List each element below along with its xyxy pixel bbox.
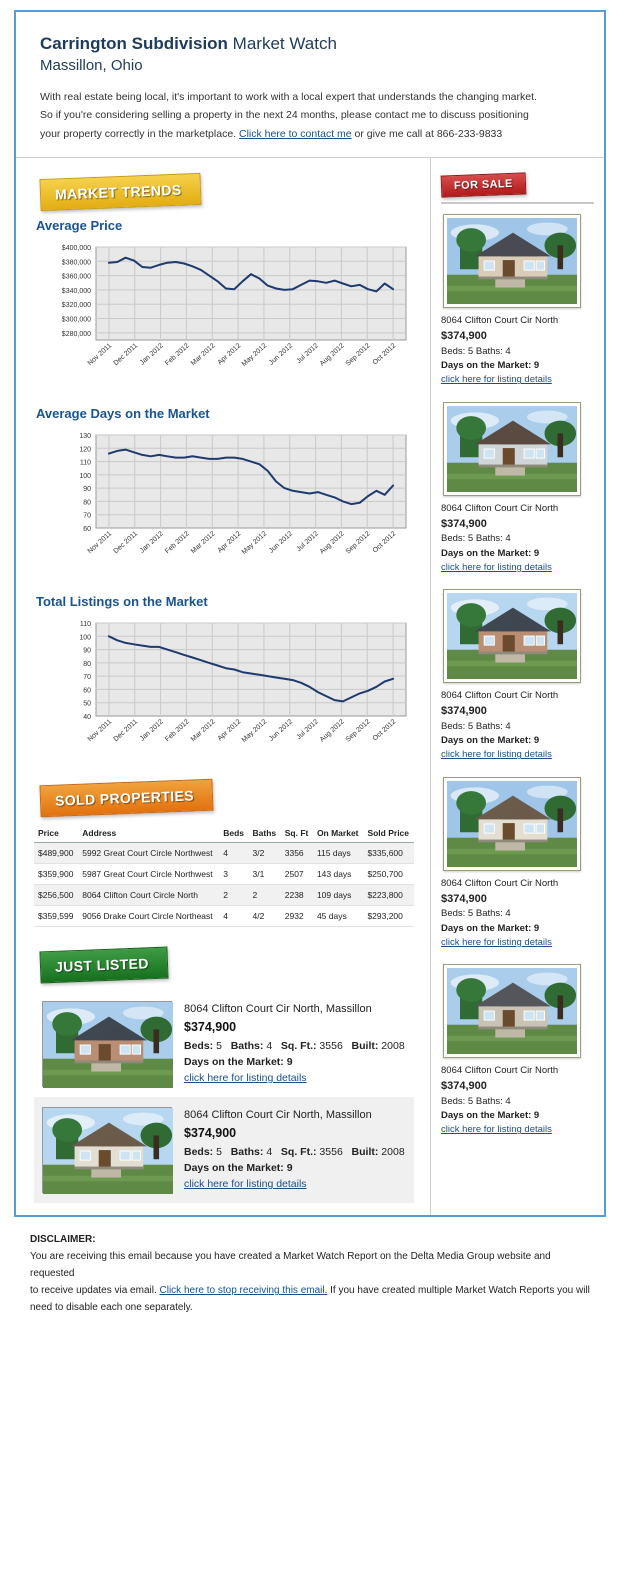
listing-info <box>184 1107 405 1192</box>
table-cell: $256,500 <box>34 885 78 906</box>
just-listed-item <box>34 1097 414 1203</box>
sqft-label: Sq. Ft.: <box>280 1145 317 1158</box>
for-sale-info <box>441 1064 594 1138</box>
svg-text:Feb 2012: Feb 2012 <box>164 342 191 368</box>
just-listed-item <box>34 991 414 1097</box>
for-sale-info <box>441 877 594 951</box>
contact-me-link[interactable]: Click here to contact me <box>239 127 352 140</box>
table-cell: 4 <box>219 843 248 864</box>
table-cell: 143 days <box>313 864 364 885</box>
svg-text:Dec 2011: Dec 2011 <box>112 342 140 368</box>
svg-text:Mar 2012: Mar 2012 <box>189 342 217 368</box>
for-sale-card <box>441 402 594 576</box>
line-chart-svg <box>34 429 414 574</box>
just-listed-banner: JUST LISTED <box>39 947 168 984</box>
listing-specs <box>184 1144 405 1160</box>
beds-value: 5 <box>216 1039 222 1052</box>
for-sale-beds-baths: Beds: 5 Baths: 4 <box>441 908 511 920</box>
title-subdivision: Carrington Subdivision <box>40 34 228 53</box>
table-cell: $359,599 <box>34 906 78 927</box>
for-sale-details-link[interactable]: click here for listing details <box>441 374 552 386</box>
svg-text:May 2012: May 2012 <box>240 718 269 745</box>
svg-text:Aug 2012: Aug 2012 <box>318 718 346 744</box>
svg-text:$360,000: $360,000 <box>61 273 91 281</box>
table-cell: 2932 <box>281 906 313 927</box>
table-cell: 115 days <box>313 843 364 864</box>
svg-text:Sep 2012: Sep 2012 <box>344 718 372 744</box>
baths-label: Baths: <box>230 1039 264 1052</box>
chart-title-average-dom: Average Days on the Market <box>36 406 210 422</box>
for-sale-address: 8064 Clifton Court Cir North <box>441 502 559 514</box>
market-trends-banner-wrap <box>40 176 414 208</box>
table-cell: 2507 <box>281 864 313 885</box>
svg-text:90: 90 <box>83 486 91 494</box>
table-cell: 109 days <box>313 885 364 906</box>
svg-text:Dec 2011: Dec 2011 <box>112 530 140 556</box>
svg-text:100: 100 <box>79 634 91 642</box>
header-intro-text <box>40 88 580 143</box>
table-cell: 4/2 <box>249 906 281 927</box>
just-listed-list <box>34 991 414 1203</box>
listing-details-link[interactable]: click here for listing details <box>184 1178 307 1191</box>
svg-text:Mar 2012: Mar 2012 <box>189 530 217 556</box>
for-sale-card <box>441 777 594 951</box>
listing-price: $374,900 <box>184 1020 237 1035</box>
intro-line-3-post: or give me call at 866-233-9833 <box>351 127 503 140</box>
table-cell: 9056 Drake Court Circle Northeast <box>78 906 219 927</box>
chart-canvas-average-dom <box>34 429 414 574</box>
chart-total-listings <box>34 594 414 762</box>
table-cell: $250,700 <box>363 864 414 885</box>
for-sale-address: 8064 Clifton Court Cir North <box>441 877 559 889</box>
sold-properties-table <box>34 824 414 927</box>
for-sale-address: 8064 Clifton Court Cir North <box>441 315 559 327</box>
sold-col-header: On Market <box>313 824 364 843</box>
svg-text:Jul 2012: Jul 2012 <box>295 718 320 742</box>
disclaimer-line-2-post: If you have created multiple Market Watch Reports you will <box>327 1285 590 1297</box>
for-sale-details-link[interactable]: click here for listing details <box>441 936 552 948</box>
for-sale-banner-wrap <box>441 174 594 204</box>
beds-label: Beds: <box>184 1145 214 1158</box>
for-sale-details-link[interactable]: click here for listing details <box>441 1124 552 1136</box>
svg-text:$300,000: $300,000 <box>61 316 91 324</box>
svg-text:Sep 2012: Sep 2012 <box>344 530 372 556</box>
svg-text:$400,000: $400,000 <box>61 245 91 253</box>
svg-text:Sep 2012: Sep 2012 <box>344 342 372 368</box>
chart-title-total-listings: Total Listings on the Market <box>36 594 208 610</box>
chart-average-price <box>34 218 414 386</box>
table-cell: 3356 <box>281 843 313 864</box>
svg-text:80: 80 <box>83 660 91 668</box>
svg-text:Mar 2012: Mar 2012 <box>189 718 217 744</box>
for-sale-beds-baths: Beds: 5 Baths: 4 <box>441 533 511 545</box>
built-value: 2008 <box>381 1145 405 1158</box>
unsubscribe-link[interactable]: Click here to stop receiving this email. <box>159 1285 328 1297</box>
svg-text:60: 60 <box>83 687 91 695</box>
table-cell: 3/1 <box>249 864 281 885</box>
svg-text:110: 110 <box>79 621 91 629</box>
svg-text:Feb 2012: Feb 2012 <box>164 530 191 556</box>
table-row <box>34 843 414 864</box>
for-sale-price: $374,900 <box>441 1080 487 1093</box>
just-listed-banner-wrap <box>40 949 414 981</box>
for-sale-beds-baths: Beds: 5 Baths: 4 <box>441 720 511 732</box>
listing-photo[interactable] <box>42 1001 172 1087</box>
for-sale-price: $374,900 <box>441 517 487 530</box>
disclaimer <box>14 1217 606 1334</box>
svg-text:80: 80 <box>83 499 91 507</box>
table-header-row <box>34 824 414 843</box>
sold-col-header: Sq. Ft <box>281 824 313 843</box>
listing-photo[interactable] <box>42 1107 172 1193</box>
svg-text:Aug 2012: Aug 2012 <box>318 342 346 368</box>
table-cell: 8064 Clifton Court Circle North <box>78 885 219 906</box>
intro-line-3-pre: your property correctly in the marketplace. <box>40 127 239 140</box>
svg-text:May 2012: May 2012 <box>240 342 269 369</box>
table-cell: $293,200 <box>363 906 414 927</box>
svg-text:Oct 2012: Oct 2012 <box>371 718 398 743</box>
report-header <box>16 12 604 158</box>
for-sale-price: $374,900 <box>441 892 487 905</box>
for-sale-address: 8064 Clifton Court Cir North <box>441 690 559 702</box>
sold-col-header: Baths <box>249 824 281 843</box>
for-sale-photo[interactable] <box>443 777 581 871</box>
table-cell: 4 <box>219 906 248 927</box>
chart-title-average-price: Average Price <box>36 218 123 234</box>
title-rest: Market Watch <box>227 34 337 53</box>
built-label: Built: <box>351 1039 379 1052</box>
table-cell: $359,900 <box>34 864 78 885</box>
for-sale-info <box>441 314 594 388</box>
svg-text:Jul 2012: Jul 2012 <box>295 342 320 366</box>
for-sale-days-on-market: Days on the Market: 9 <box>441 547 540 559</box>
report-frame <box>14 10 606 1217</box>
built-value: 2008 <box>381 1039 405 1052</box>
page-title <box>40 34 580 54</box>
for-sale-info <box>441 689 594 763</box>
svg-text:$280,000: $280,000 <box>61 330 91 338</box>
svg-text:$340,000: $340,000 <box>61 288 91 296</box>
disclaimer-line-2-pre: to receive updates via email. <box>30 1285 160 1297</box>
intro-line-2: So if you're considering selling a property in the next 24 months, please contact me to discuss positioning <box>40 109 529 122</box>
svg-text:Jun 2012: Jun 2012 <box>267 718 295 743</box>
svg-text:Dec 2011: Dec 2011 <box>112 718 140 744</box>
chart-average-dom <box>34 406 414 574</box>
for-sale-price: $374,900 <box>441 330 487 343</box>
table-row <box>34 906 414 927</box>
table-row <box>34 885 414 906</box>
svg-text:Jan 2012: Jan 2012 <box>138 342 165 367</box>
beds-label: Beds: <box>184 1039 214 1052</box>
for-sale-banner: FOR SALE <box>441 173 527 198</box>
for-sale-photo[interactable] <box>443 589 581 683</box>
sold-col-header: Price <box>34 824 78 843</box>
table-cell: 2238 <box>281 885 313 906</box>
table-cell: $335,600 <box>363 843 414 864</box>
for-sale-info <box>441 502 594 576</box>
beds-value: 5 <box>216 1145 222 1158</box>
table-cell: 3 <box>219 864 248 885</box>
svg-text:Nov 2011: Nov 2011 <box>86 530 114 556</box>
svg-text:60: 60 <box>83 526 91 534</box>
sold-table-body <box>34 843 414 927</box>
for-sale-address: 8064 Clifton Court Cir North <box>441 1065 559 1077</box>
table-cell: 2 <box>249 885 281 906</box>
left-column <box>16 158 431 1215</box>
table-cell: $223,800 <box>363 885 414 906</box>
disclaimer-line-1: You are receiving this email because you have created a Market Watch Report on the Delta Media Group website and requested <box>30 1251 551 1280</box>
table-cell: 45 days <box>313 906 364 927</box>
for-sale-details-link[interactable]: click here for listing details <box>441 749 552 761</box>
svg-text:90: 90 <box>83 647 91 655</box>
baths-value: 4 <box>266 1039 273 1052</box>
table-row <box>34 864 414 885</box>
sold-properties-banner-wrap <box>40 782 414 814</box>
built-label: Built: <box>351 1145 379 1158</box>
baths-value: 4 <box>266 1145 273 1158</box>
table-cell: 5987 Great Court Circle Northwest <box>78 864 219 885</box>
table-cell: $489,900 <box>34 843 78 864</box>
svg-text:Jan 2012: Jan 2012 <box>138 718 165 743</box>
listing-address: 8064 Clifton Court Cir North, Massillon <box>184 1003 372 1016</box>
svg-text:Jul 2012: Jul 2012 <box>295 530 320 554</box>
market-trends-banner: MARKET TRENDS <box>39 173 201 211</box>
svg-text:50: 50 <box>83 700 91 708</box>
for-sale-photo[interactable] <box>443 964 581 1058</box>
sold-col-header: Sold Price <box>363 824 414 843</box>
sqft-label: Sq. Ft.: <box>280 1039 317 1052</box>
svg-text:May 2012: May 2012 <box>240 530 269 557</box>
disclaimer-line-2 <box>30 1282 590 1299</box>
for-sale-days-on-market: Days on the Market: 9 <box>441 1110 540 1122</box>
svg-text:Jun 2012: Jun 2012 <box>267 530 295 555</box>
svg-text:Apr 2012: Apr 2012 <box>216 342 243 367</box>
svg-text:Feb 2012: Feb 2012 <box>164 718 191 744</box>
for-sale-photo[interactable] <box>443 214 581 308</box>
svg-text:Nov 2011: Nov 2011 <box>86 718 114 744</box>
chart-canvas-average-price <box>34 241 414 386</box>
svg-text:100: 100 <box>79 472 91 480</box>
listing-info <box>184 1001 405 1086</box>
listing-days-on-market: Days on the Market: 9 <box>184 1161 293 1174</box>
table-cell: 2 <box>219 885 248 906</box>
svg-text:70: 70 <box>83 512 91 520</box>
svg-text:Apr 2012: Apr 2012 <box>216 530 243 555</box>
for-sale-days-on-market: Days on the Market: 9 <box>441 922 540 934</box>
table-cell: 3/2 <box>249 843 281 864</box>
line-chart-svg <box>34 617 414 762</box>
for-sale-details-link[interactable]: click here for listing details <box>441 561 552 573</box>
sqft-value: 3556 <box>319 1039 343 1052</box>
for-sale-list <box>441 214 594 1138</box>
svg-text:$320,000: $320,000 <box>61 302 91 310</box>
for-sale-days-on-market: Days on the Market: 9 <box>441 735 540 747</box>
for-sale-price: $374,900 <box>441 705 487 718</box>
svg-text:Apr 2012: Apr 2012 <box>216 718 243 743</box>
listing-details-link[interactable]: click here for listing details <box>184 1072 307 1085</box>
table-cell: 5992 Great Court Circle Northwest <box>78 843 219 864</box>
intro-line-1: With real estate being local, it's important to work with a local expert that understands the changing market. <box>40 91 537 103</box>
svg-text:Jun 2012: Jun 2012 <box>267 342 295 367</box>
sold-properties-banner: SOLD PROPERTIES <box>39 779 213 818</box>
listing-days-on-market: Days on the Market: 9 <box>184 1055 293 1068</box>
for-sale-beds-baths: Beds: 5 Baths: 4 <box>441 1095 511 1107</box>
for-sale-days-on-market: Days on the Market: 9 <box>441 360 540 372</box>
sqft-value: 3556 <box>319 1145 343 1158</box>
for-sale-photo[interactable] <box>443 402 581 496</box>
chart-canvas-total-listings <box>34 617 414 762</box>
sold-table-head <box>34 824 414 843</box>
disclaimer-title: DISCLAIMER: <box>30 1234 96 1246</box>
svg-text:70: 70 <box>83 674 91 682</box>
sold-col-header: Beds <box>219 824 248 843</box>
report-body <box>16 158 604 1215</box>
svg-text:Aug 2012: Aug 2012 <box>318 530 346 556</box>
line-chart-svg <box>34 241 414 386</box>
for-sale-beds-baths: Beds: 5 Baths: 4 <box>441 345 511 357</box>
for-sale-card <box>441 214 594 388</box>
svg-text:Nov 2011: Nov 2011 <box>86 342 114 368</box>
svg-text:Oct 2012: Oct 2012 <box>371 342 398 367</box>
svg-text:40: 40 <box>83 714 91 722</box>
svg-text:130: 130 <box>79 433 91 441</box>
listing-specs <box>184 1038 405 1054</box>
svg-text:Jan 2012: Jan 2012 <box>138 530 165 555</box>
page-subtitle: Massillon, Ohio <box>40 57 143 74</box>
svg-text:110: 110 <box>79 459 91 467</box>
svg-text:120: 120 <box>79 446 91 454</box>
for-sale-card <box>441 964 594 1138</box>
svg-text:$380,000: $380,000 <box>61 259 91 267</box>
sold-col-header: Address <box>78 824 219 843</box>
right-column <box>431 158 604 1215</box>
svg-text:Oct 2012: Oct 2012 <box>371 530 398 555</box>
baths-label: Baths: <box>230 1145 264 1158</box>
for-sale-card <box>441 589 594 763</box>
disclaimer-line-3: need to disable each one separately. <box>30 1302 193 1314</box>
listing-address: 8064 Clifton Court Cir North, Massillon <box>184 1109 372 1122</box>
listing-price: $374,900 <box>184 1126 237 1141</box>
